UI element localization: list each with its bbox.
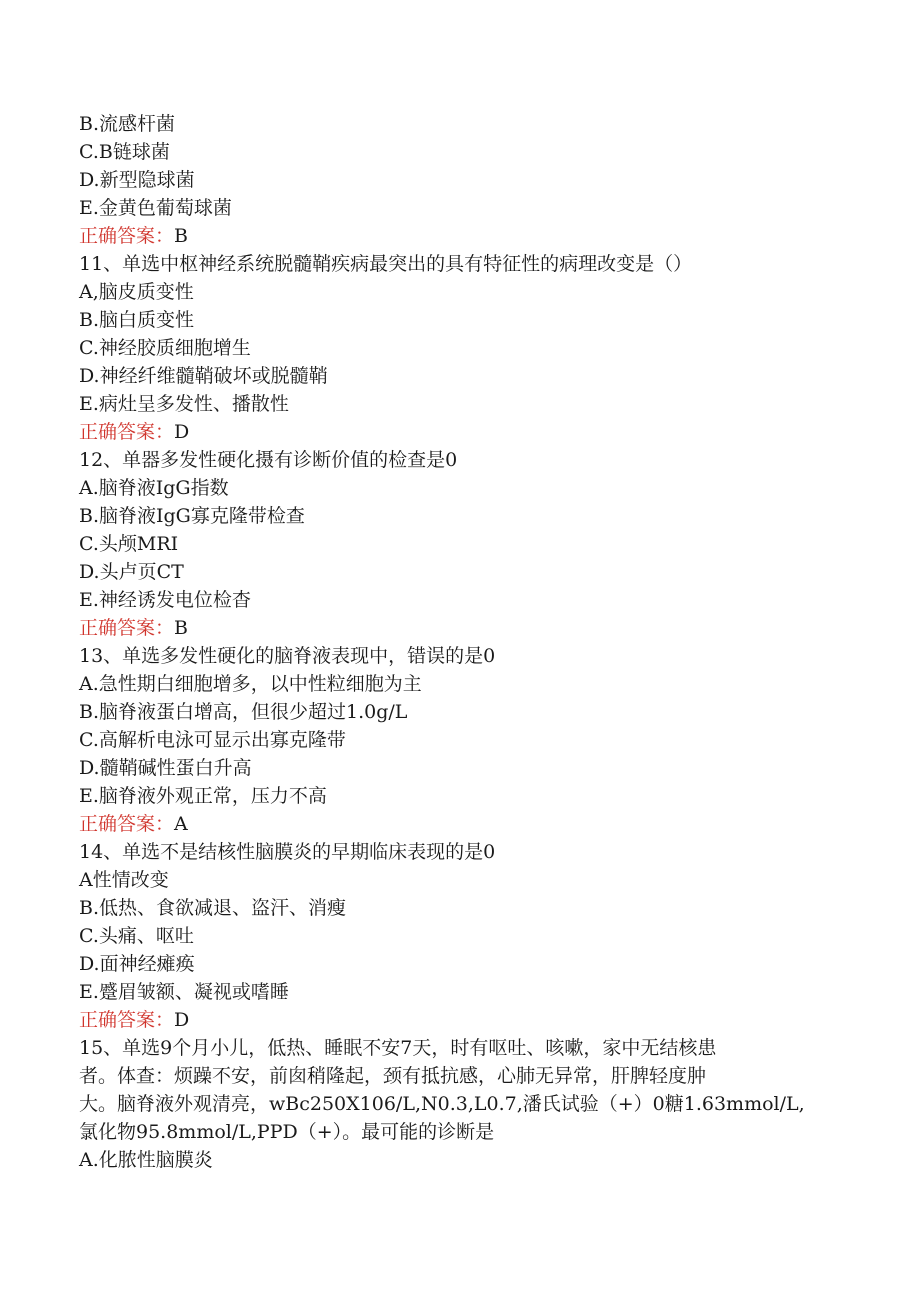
option-item: D.神经纤维髓鞘破坏或脱髓鞘 (79, 365, 328, 387)
question-stem: 13、单选多发性硬化的脑脊液表现中，错误的是0 (79, 645, 496, 667)
option-item: E.蹙眉皱额、凝视或嗜睡 (79, 981, 289, 1003)
option-item: E.神经诱发电位检杳 (79, 589, 251, 611)
option-item: B.脑白质变性 (79, 309, 195, 331)
option-item: A性情改变 (79, 869, 169, 891)
question-stem-line: 氯化物95.8mmol/L,PPD（+）。最可能的诊断是 (79, 1121, 495, 1143)
option-item: E.金黄色葡萄球菌 (79, 197, 232, 219)
option-item: E.病灶呈多发性、播散性 (79, 393, 289, 415)
option-item: C.高解析电泳可显示出寡克隆带 (79, 729, 346, 751)
document-page (79, 110, 839, 1174)
question-stem: 12、单器多发性硬化摄有诊断价值的检查是0 (79, 449, 458, 471)
option-item: C.神经胶质细胞增生 (79, 337, 251, 359)
answer-value: D (174, 421, 190, 443)
correct-answer (79, 1006, 839, 1034)
correct-answer (79, 418, 839, 446)
option-item: B.脑脊液IgG寡克隆带检查 (79, 505, 305, 527)
option-item: B.脑脊液蛋白增高，但很少超过1.0g/L (79, 701, 408, 723)
correct-answer (79, 810, 839, 838)
option-item: A.急性期白细胞增多，以中性粒细胞为主 (79, 673, 422, 695)
option-item: A,脑皮质变性 (79, 281, 194, 303)
answer-value: B (174, 617, 188, 639)
option-item: E.脑脊液外观正常，压力不高 (79, 785, 327, 807)
correct-answer (79, 222, 839, 250)
option-item: A.脑脊液IgG指数 (79, 477, 229, 499)
option-item: C.头痛、呕吐 (79, 925, 194, 947)
question-stem: 14、单选不是结核性脑膜炎的早期临床表现的是0 (79, 841, 496, 863)
question-stem: 11、单选中枢神经系统脱髓鞘疾病最突出的具有特征性的病理改变是（） (79, 253, 693, 275)
option-item: D.面神经瘫痪 (79, 953, 195, 975)
option-item: D.头卢页CT (79, 561, 184, 583)
option-item: D.髓鞘碱性蛋白升高 (79, 757, 252, 779)
answer-label: 正确答案： (79, 225, 175, 247)
answer-label: 正确答案： (79, 1009, 175, 1031)
answer-value: A (174, 813, 188, 835)
option-item: C.头颅MRI (79, 533, 179, 555)
answer-label: 正确答案： (79, 617, 175, 639)
answer-label: 正确答案： (79, 813, 175, 835)
option-item: D.新型隐球菌 (79, 169, 195, 191)
answer-value: B (174, 225, 188, 247)
option-item: B.流感杆菌 (79, 113, 176, 135)
question-stem-line: 大。脑脊液外观清亮，wBc250X106/L,N0.3,L0.7,潘氏试验（+）0糖1.63mmol/L, (79, 1093, 805, 1115)
question-stem-line: 者。体查：烦躁不安，前囱稍隆起，颈有抵抗感，心肺无异常，肝脾轻度肿 (79, 1065, 707, 1087)
answer-value: D (174, 1009, 190, 1031)
correct-answer (79, 614, 839, 642)
option-item: B.低热、食欲减退、盗汗、消瘦 (79, 897, 347, 919)
option-item: C.B链球菌 (79, 141, 170, 163)
option-item: A.化脓性脑膜炎 (79, 1149, 213, 1171)
answer-label: 正确答案： (79, 421, 175, 443)
question-stem-line: 15、单选9个月小儿，低热、睡眠不安7天，时有呕吐、咳嗽，家中无结核患 (79, 1037, 717, 1059)
